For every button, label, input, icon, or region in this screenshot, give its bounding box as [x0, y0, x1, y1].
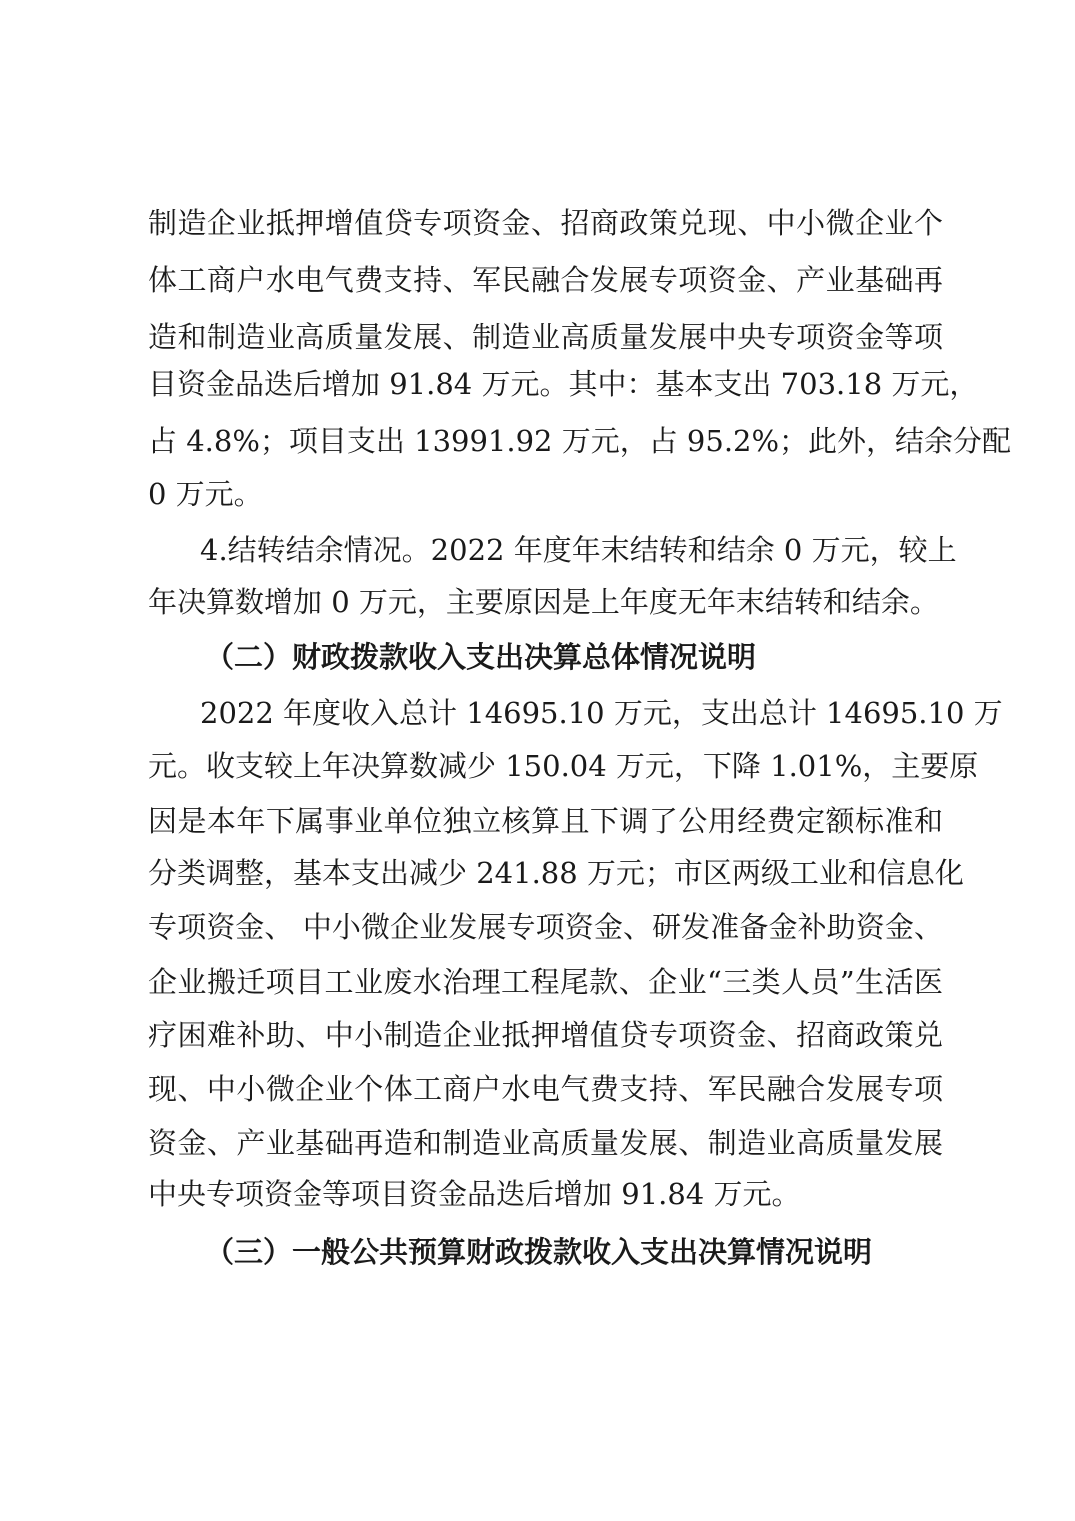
- paragraph-1-line-2: 体工商户水电气费支持、军民融合发展专项资金、产业基础再: [148, 263, 943, 297]
- paragraph-3-line-5: 专项资金、 中小微企业发展专项资金、研发准备金补助资金、: [148, 910, 943, 944]
- paragraph-1-line-4: 目资金品迭后增加 91.84 万元。其中：基本支出 703.18 万元，: [148, 367, 979, 401]
- paragraph-3-line-8: 现、中小微企业个体工商户水电气费支持、军民融合发展专项: [148, 1072, 943, 1106]
- paragraph-3-line-9: 资金、产业基础再造和制造业高质量发展、制造业高质量发展: [148, 1126, 943, 1160]
- paragraph-3-line-2: 元。收支较上年决算数减少 150.04 万元，下降 1.01%，主要原: [148, 749, 979, 783]
- section-heading-2: （二）财政拨款收入支出决算总体情况说明: [205, 640, 757, 674]
- paragraph-1-line-5: 占 4.8%；项目支出 13991.92 万元，占 95.2%；此外，结余分配: [148, 424, 1012, 458]
- paragraph-3-line-4: 分类调整，基本支出减少 241.88 万元；市区两级工业和信息化: [148, 856, 964, 890]
- paragraph-3-line-10: 中央专项资金等项目资金品迭后增加 91.84 万元。: [148, 1177, 801, 1211]
- section-heading-3: （三）一般公共预算财政拨款收入支出决算情况说明: [205, 1235, 873, 1269]
- paragraph-3-line-1: 2022 年度收入总计 14695.10 万元，支出总计 14695.10 万: [200, 696, 1003, 730]
- paragraph-3-line-6: 企业搬迁项目工业废水治理工程尾款、企业“三类人员”生活医: [148, 965, 943, 999]
- paragraph-3-line-7: 疗困难补助、中小制造企业抵押增值贷专项资金、招商政策兑: [148, 1018, 943, 1052]
- paragraph-3-line-3: 因是本年下属事业单位独立核算且下调了公用经费定额标准和: [148, 804, 943, 838]
- paragraph-1-line-1: 制造企业抵押增值贷专项资金、招商政策兑现、中小微企业个: [148, 206, 943, 240]
- paragraph-1-line-3: 造和制造业高质量发展、制造业高质量发展中央专项资金等项: [148, 320, 943, 354]
- paragraph-2-line-2: 年决算数增加 0 万元，主要原因是上年度无年末结转和结余。: [148, 585, 939, 619]
- paragraph-1-line-6: 0 万元。: [148, 477, 263, 511]
- paragraph-2-line-1: 4.结转结余情况。2022 年度年末结转和结余 0 万元，较上: [200, 533, 957, 567]
